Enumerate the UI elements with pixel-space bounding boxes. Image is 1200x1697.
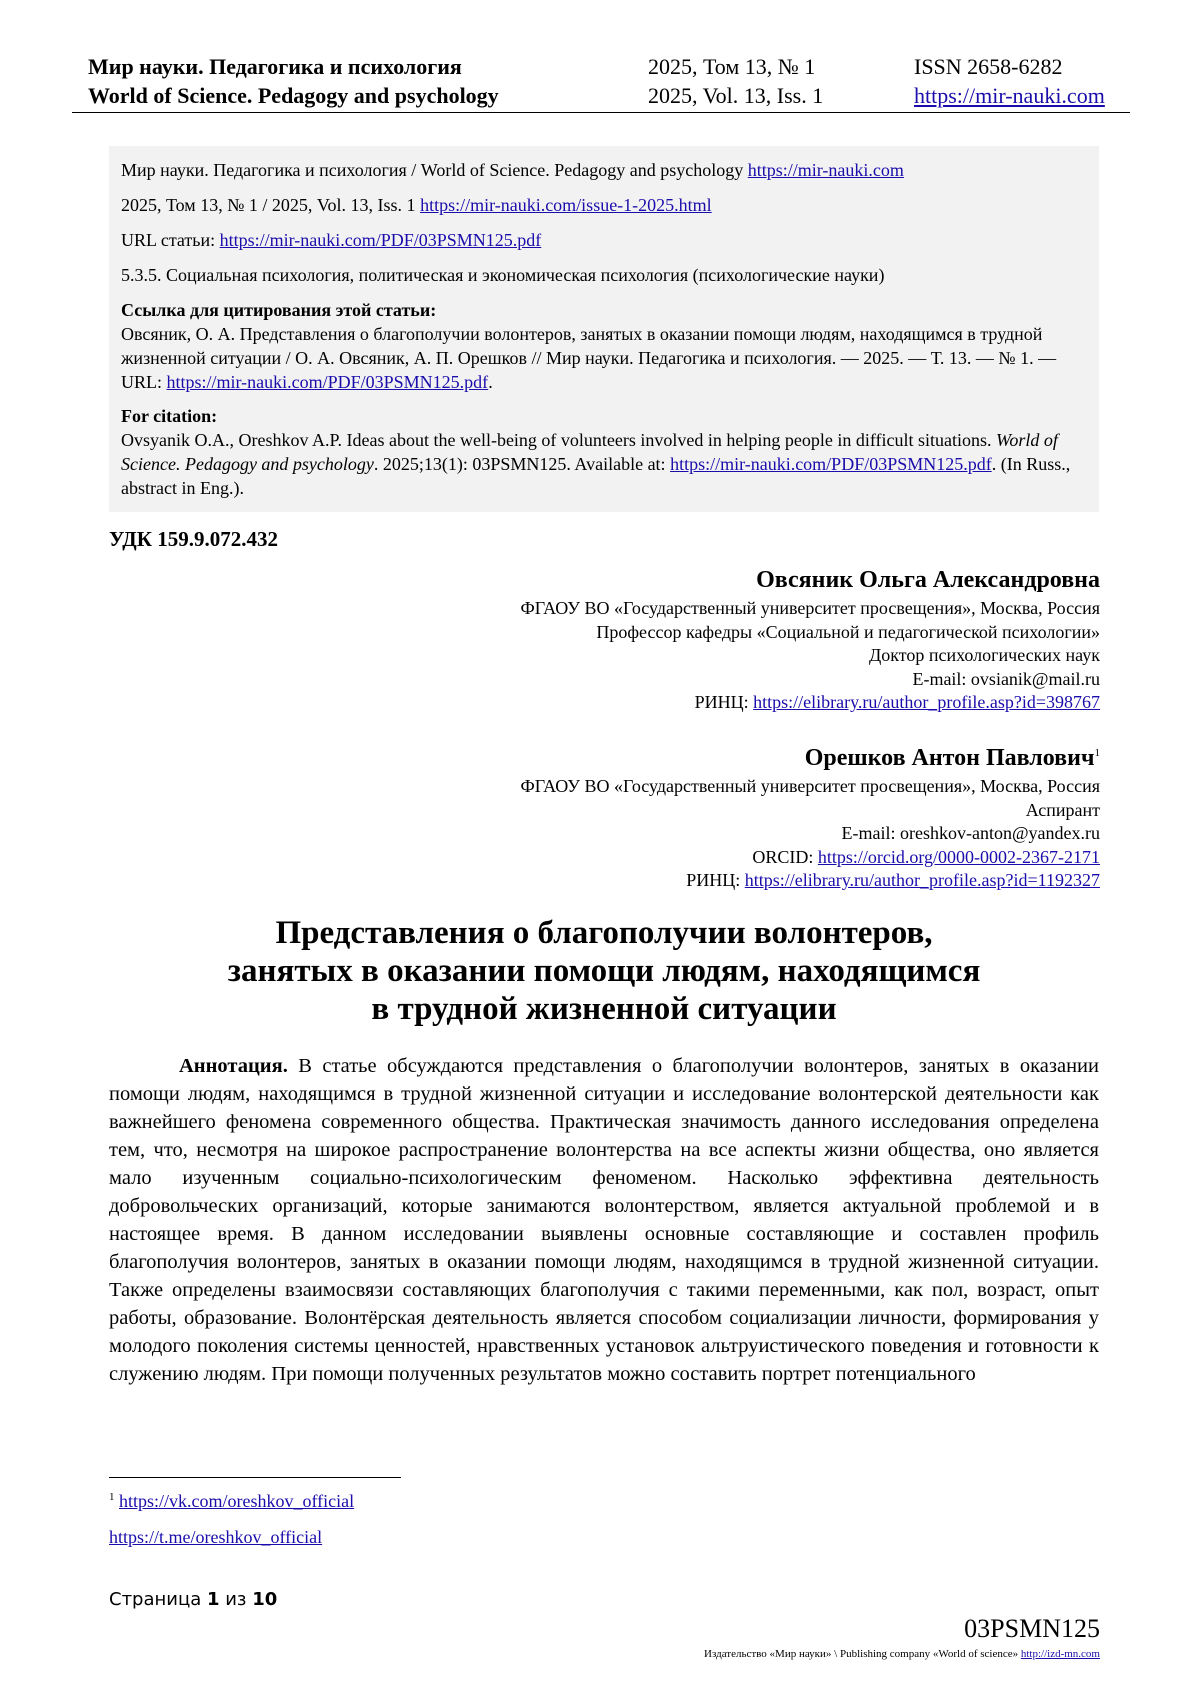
- citation-en-text: Ovsyanik O.A., Oreshkov A.P. Ideas about the well-being of volunteers involved in helping people in difficult situations.: [121, 430, 997, 450]
- journal-title-en: World of Science. Pedagogy and psychology: [88, 83, 499, 108]
- footnote-telegram-link[interactable]: https://t.me/oreshkov_official: [109, 1527, 323, 1547]
- footnote-vk-link[interactable]: https://vk.com/oreshkov_official: [119, 1491, 355, 1511]
- author-2-rinc-label: РИНЦ:: [686, 870, 745, 890]
- author-2-orcid-label: ORCID:: [752, 846, 818, 867]
- meta-url-line: [121, 228, 1087, 252]
- author-2-orcid-link[interactable]: https://orcid.org/0000-0002-2367-2171: [817, 846, 1100, 867]
- issue-ru: 2025, Том 13, № 1: [648, 54, 816, 79]
- citation-ru-text: Овсяник, О. А. Представления о благополучии волонтеров, занятых в оказании помощи людям, находящимся в трудной жизненной ситуации / О. А. Овсяник, А. П. Орешков // Мир науки. Педагогика и психология. — 2025. — Т. 13. — № 1. — URL:: [121, 324, 1057, 392]
- article-title: [109, 914, 1099, 1028]
- abstract-text: В статье обсуждаются представления о благополучии волонтеров, занятых в оказании помощи людям, находящимся в трудной жизненной ситуации и исследование волонтерской деятельности как важнейшего феномена современного общества. Практическая значимость данного исследования определена тем, что, несмотря на широкое распространение волонтерства на все аспекты жизни общества, оно является мало изученным социально-психологическим феноменом. Насколько эффективна деятельность добровольческих организаций, которые занимаются волонтерством, является актуальной проблемой и в настоящее время. В данном исследовании выявлены основные составляющие и составлен профиль благополучия волонтеров, занятых в оказании помощи людям, находящимся в трудной жизненной ситуации. Также определены взаимосвязи составляющих благополучия с такими переменными, как пол, возраст, опыт работы, образование. Волонтёрская деятельность является способом социализации личности, формирования у молодого поколения системы ценностей, нравственных установок альтруистического поведения и готовности к служению людям. При помощи полученных результатов можно составить портрет потенциального: [109, 1055, 1099, 1385]
- meta-journal-text: Мир науки. Педагогика и психология / World of Science. Pedagogy and psychology: [121, 160, 748, 180]
- author-2-footnote-mark: 1: [1094, 747, 1100, 759]
- author-1-rinc-link[interactable]: https://elibrary.ru/author_profile.asp?id=398767: [753, 692, 1100, 712]
- citation-en-text-2: . 2025;13(1): 03PSMN125. Available at:: [373, 454, 671, 474]
- author-2-orcid: [520, 846, 1100, 870]
- abstract: [109, 1052, 1099, 1388]
- meta-issue-link[interactable]: https://mir-nauki.com/issue-1-2025.html: [420, 195, 712, 215]
- meta-article-link[interactable]: https://mir-nauki.com/PDF/03PSMN125.pdf: [219, 230, 542, 250]
- meta-issue-text: 2025, Том 13, № 1 / 2025, Vol. 13, Iss. 1: [121, 195, 421, 215]
- citation-ru-label: Ссылка для цитирования этой статьи:: [121, 300, 437, 320]
- title-line-1: Представления о благополучии волонтеров,: [275, 915, 933, 951]
- page-number: [109, 1589, 277, 1610]
- title-line-2: занятых в оказании помощи людям, находящимся: [227, 953, 981, 989]
- journal-title-ru: Мир науки. Педагогика и психология: [88, 54, 462, 79]
- author-1-position: Профессор кафедры «Социальной и педагогической психологии»: [596, 621, 1100, 642]
- meta-journal-line: [121, 158, 1087, 182]
- author-2: [520, 738, 1100, 893]
- title-line-3: в трудной жизненной ситуации: [371, 991, 837, 1027]
- citation-ru-end: .: [488, 372, 493, 392]
- footnote-mark: 1: [109, 1491, 115, 1503]
- citation-info-box: [109, 146, 1099, 512]
- author-2-rinc-link[interactable]: https://elibrary.ru/author_profile.asp?id=1192327: [744, 870, 1100, 890]
- author-2-name: Орешков Антон Павлович: [804, 745, 1095, 771]
- meta-specialty-line: 5.3.5. Социальная психология, политическая и экономическая психология (психологические науки): [121, 265, 885, 285]
- publisher-text: Издательство «Мир науки» \ Publishing company «World of science»: [704, 1648, 1021, 1660]
- meta-issue-line: [121, 193, 1087, 217]
- footnote-2: [109, 1527, 322, 1548]
- author-1: [520, 565, 1100, 715]
- abstract-label: Аннотация.: [179, 1055, 288, 1077]
- issue-en: 2025, Vol. 13, Iss. 1: [648, 83, 824, 108]
- citation-en-link[interactable]: https://mir-nauki.com/PDF/03PSMN125.pdf: [670, 454, 992, 474]
- author-1-affiliation: ФГАОУ ВО «Государственный университет просвещения», Москва, Россия: [520, 598, 1100, 618]
- citation-en-journal: World of Science. Pedagogy and psychology: [121, 430, 1058, 474]
- article-code: 03PSMN125: [964, 1614, 1100, 1643]
- citation-ru-link[interactable]: https://mir-nauki.com/PDF/03PSMN125.pdf: [166, 372, 489, 392]
- author-1-degree: Доктор психологических наук: [868, 645, 1100, 665]
- citation-en-label: For citation:: [121, 406, 218, 426]
- citation-en: [121, 404, 1087, 500]
- author-1-name: Овсяник Ольга Александровна: [756, 567, 1100, 593]
- header-divider: [72, 112, 1130, 113]
- author-2-position: Аспирант: [1025, 799, 1100, 820]
- citation-ru: [121, 298, 1087, 394]
- author-2-affiliation: ФГАОУ ВО «Государственный университет просвещения», Москва, Россия: [520, 776, 1100, 796]
- meta-url-label: URL статьи:: [121, 230, 220, 250]
- footnote-divider: [109, 1477, 401, 1478]
- issn: ISSN 2658-6282: [914, 54, 1063, 79]
- citation-en-end: . (In Russ., abstract in Eng.).: [121, 454, 1071, 498]
- publisher-link[interactable]: http://izd-mn.com: [1020, 1648, 1100, 1660]
- page-label: Страница: [109, 1589, 207, 1610]
- author-2-name-line: [520, 738, 1100, 773]
- footnote-1: [109, 1491, 354, 1512]
- page-of: из: [219, 1589, 253, 1610]
- udk-code: УДК 159.9.072.432: [109, 527, 278, 551]
- author-2-email: E-mail: oreshkov-anton@yandex.ru: [841, 823, 1100, 843]
- page-total: 10: [252, 1589, 278, 1610]
- author-2-rinc: [520, 869, 1100, 893]
- author-1-rinc: [520, 691, 1100, 715]
- journal-header: [88, 52, 1130, 110]
- author-1-email: E-mail: ovsianik@mail.ru: [912, 668, 1100, 689]
- publisher-line: [704, 1648, 1100, 1660]
- journal-site-link[interactable]: https://mir-nauki.com: [914, 83, 1105, 108]
- author-1-rinc-label: РИНЦ:: [694, 692, 754, 712]
- meta-journal-link[interactable]: https://mir-nauki.com: [747, 160, 904, 180]
- page-current: 1: [206, 1589, 220, 1610]
